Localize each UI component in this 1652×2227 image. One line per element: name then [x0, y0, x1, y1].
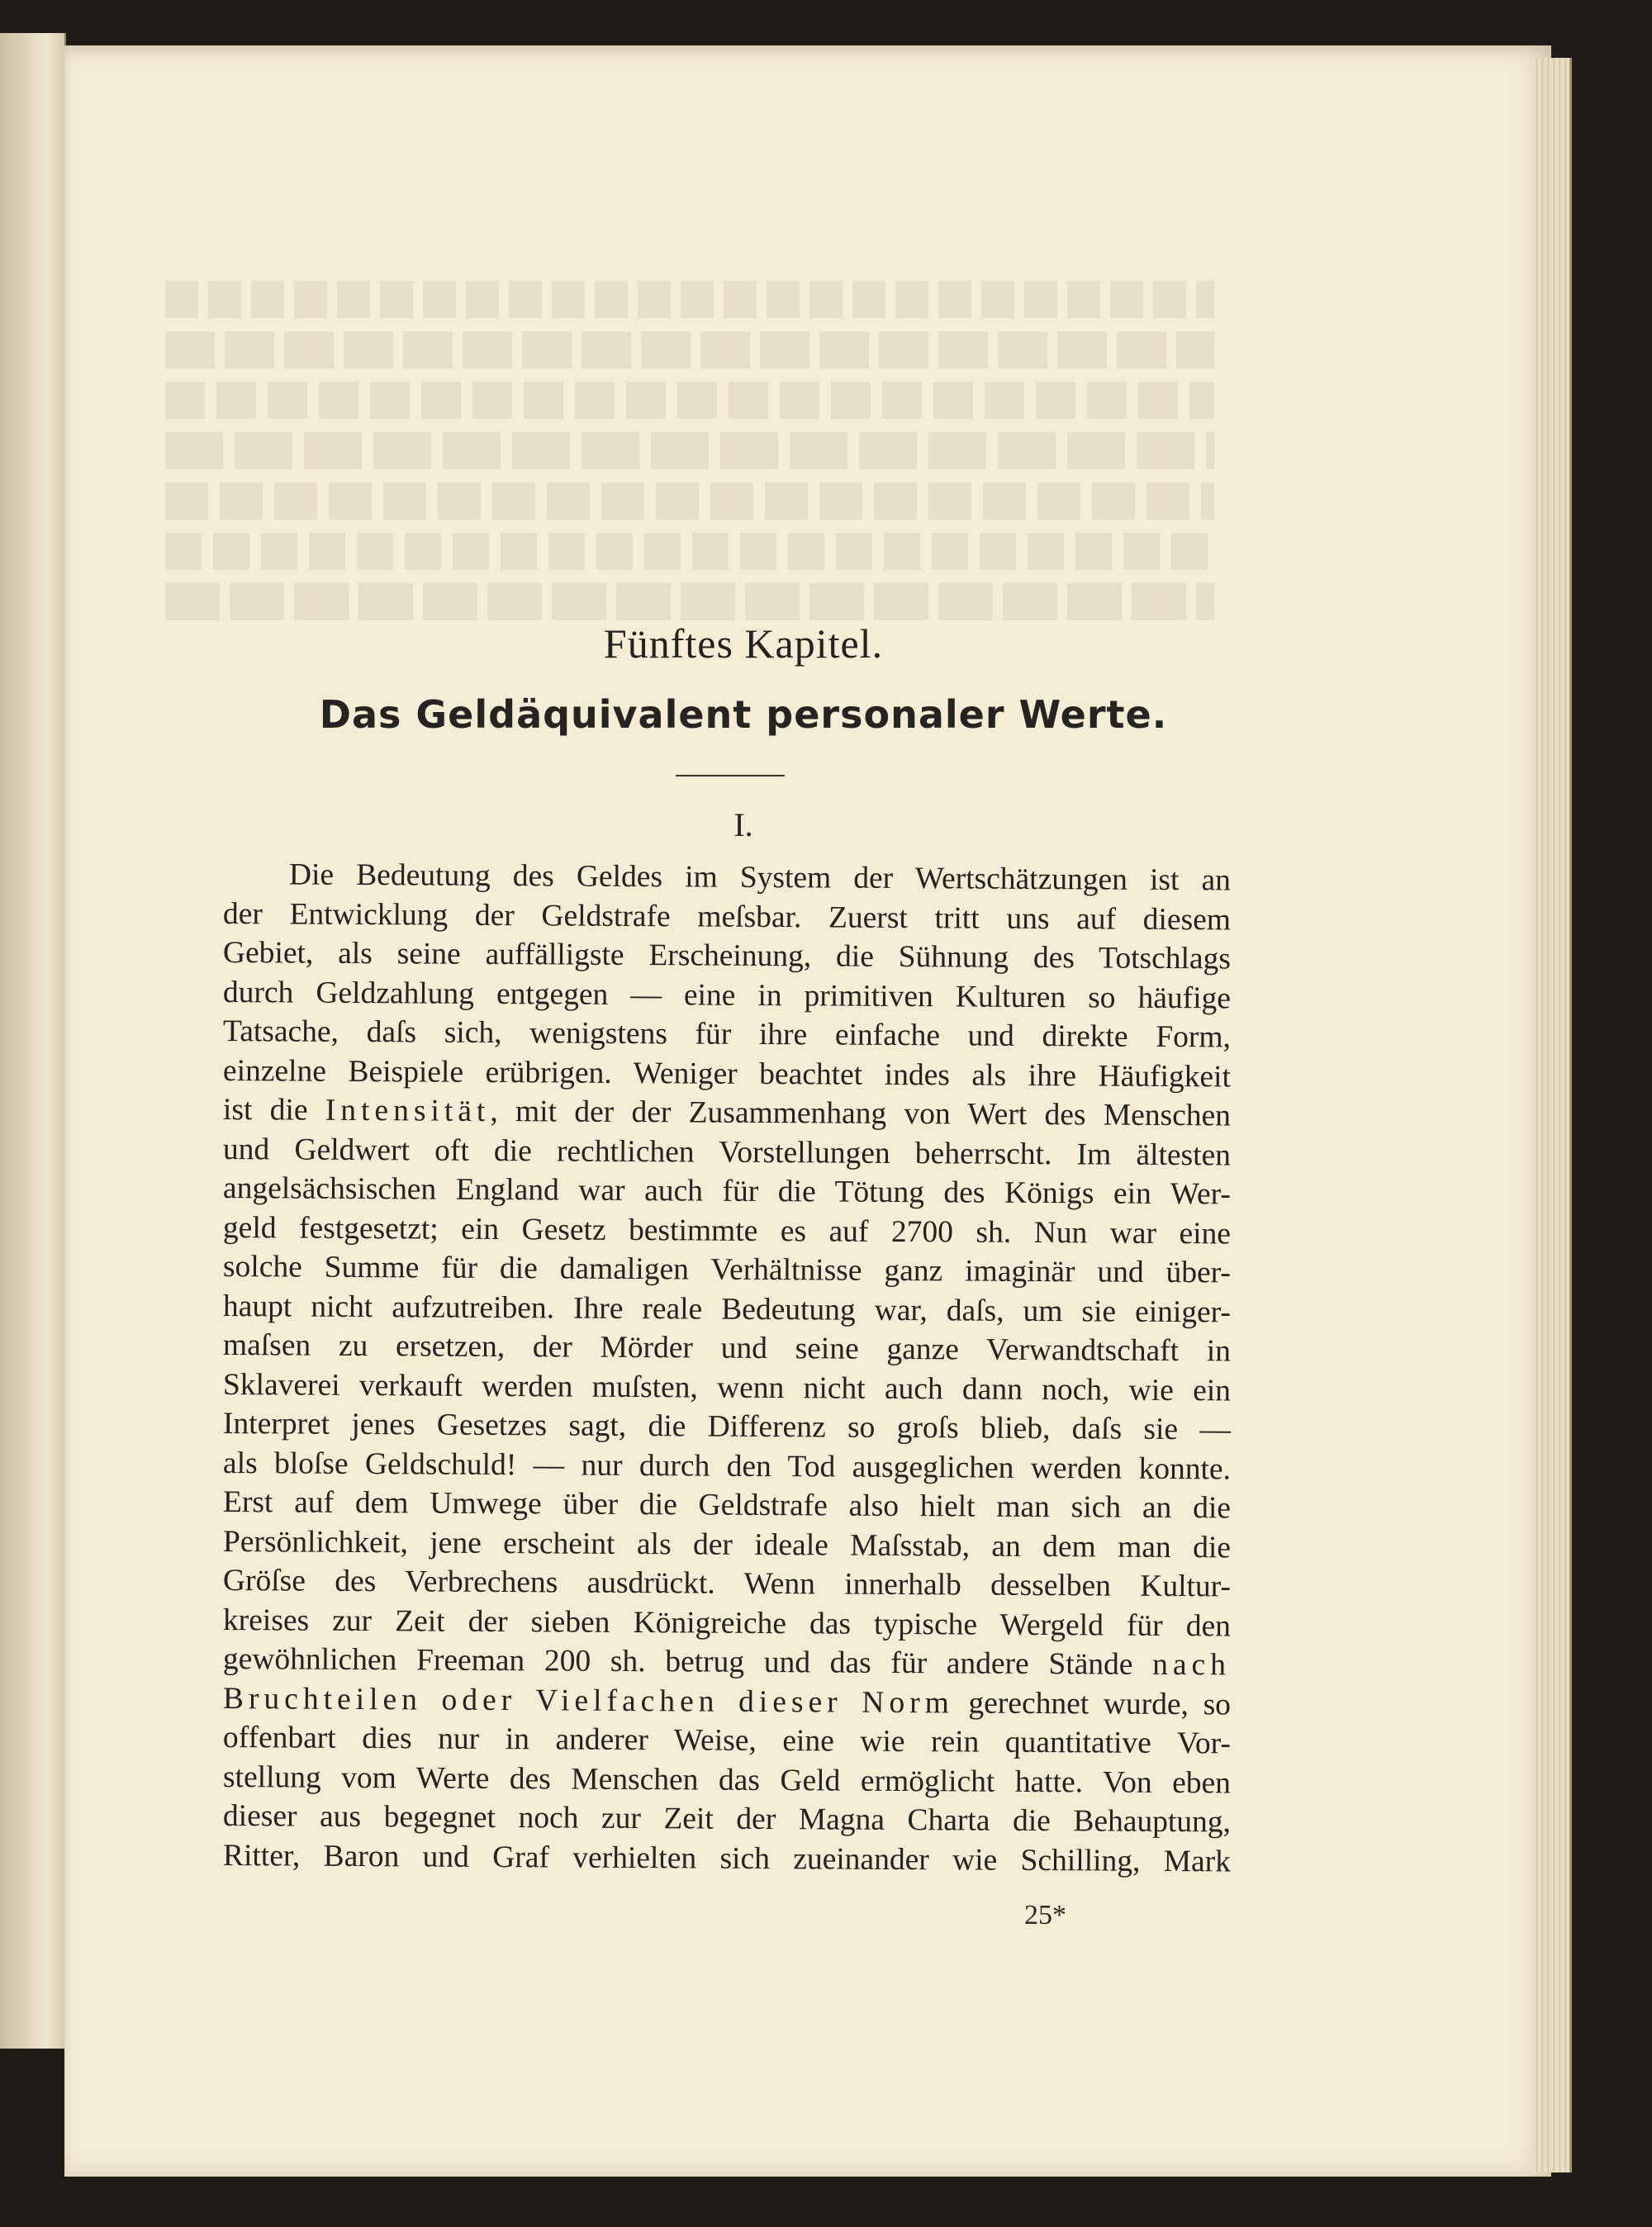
chapter-heading: Fünftes Kapitel.: [603, 620, 884, 667]
page-number: 25*: [1024, 1900, 1066, 1930]
text-span: ist die: [222, 1093, 308, 1128]
text-line: geld festgesetzt; ein Gesetz bestimmte es auf 2700 sh. Nun war eine: [222, 1210, 1232, 1251]
bleed-through-text: [165, 281, 1214, 743]
text-span: gerechnet wurde, so: [968, 1686, 1232, 1721]
text-line: Ritter, Baron und Graf verhielten sich zueinander wie Schilling, Mark: [222, 1838, 1232, 1878]
title-rule: [676, 775, 785, 776]
text-line: als bloſse Geldschuld! — nur durch den Tod ausgeglichen werden konnte.: [222, 1446, 1232, 1486]
text-line: angelsächsischen England war auch für die Tötung des Königs ein Wer-: [222, 1171, 1232, 1212]
text-line: der Entwicklung der Geldstrafe meſsbar. Zuerst tritt uns auf diesem: [222, 896, 1232, 937]
text-line: kreises zur Zeit der sieben Königreiche das typische Wergeld für den: [222, 1603, 1232, 1643]
section-number: I.: [733, 806, 753, 843]
left-page-edge: [0, 33, 66, 2049]
text-line: Gebiet, als seine auffälligste Erscheinung, die Sühnung des Totschlags: [222, 936, 1232, 976]
text-line: Gröſse des Verbrechens ausdrückt. Wenn innerhalb desselben Kultur-: [222, 1564, 1232, 1604]
text-line: Erst auf dem Umwege über die Geldstrafe also hielt man sich an die: [222, 1485, 1232, 1526]
text-span: gewöhnlichen Freeman 200 sh. betrug und das für andere Stände: [222, 1642, 1133, 1682]
text-line: durch Geldzahlung entgegen — eine in primitiven Kulturen so häufige: [222, 975, 1232, 1015]
text-line: solche Summe für die damaligen Verhältnisse ganz imaginär und über-: [222, 1250, 1232, 1290]
text-line: haupt nicht aufzutreiben. Ihre reale Bedeutung war, daſs, um sie einiger-: [222, 1289, 1232, 1329]
text-line: Interpret jenes Gesetzes sagt, die Differenz so groſs blieb, daſs sie —: [222, 1407, 1232, 1447]
page-stack-edge: [1532, 58, 1572, 2172]
text-line: Die Bedeutung des Geldes im System der Wertschätzungen ist an: [288, 857, 1232, 898]
text-line: Persönlichkeit, jene erscheint als der ideale Maſsstab, an dem man die: [222, 1524, 1232, 1565]
text-line: und Geldwert oft die rechtlichen Vorstellungen beherrscht. Im ältesten: [222, 1132, 1232, 1172]
text-line: offenbart dies nur in anderer Weise, eine wie rein quantitative Vor-: [222, 1721, 1232, 1761]
emphasized-word: nach: [1152, 1647, 1232, 1683]
text-line: dieser aus begegnet noch zur Zeit der Magna Charta die Behauptung,: [222, 1799, 1232, 1840]
text-line: einzelne Beispiele erübrigen. Weniger beachtet indes als ihre Häufigkeit: [222, 1053, 1232, 1094]
emphasized-word: Intensität: [325, 1093, 491, 1128]
text-line: [223, 1679, 1231, 1725]
body-paragraph: [222, 855, 1232, 1878]
text-line: [223, 1090, 1231, 1136]
chapter-title: Das Geldäquivalent personaler Werte.: [319, 692, 1168, 737]
text-line: Tatsache, daſs sich, wenigstens für ihre einfache und direkte Form,: [222, 1014, 1232, 1055]
text-span: , mit der der Zusammenhang von Wert des Menschen: [490, 1094, 1232, 1133]
emphasized-phrase: Bruchteilen oder Vielfachen dieser Norm: [222, 1681, 954, 1720]
text-line: [223, 1640, 1231, 1685]
text-line: stellung vom Werte des Menschen das Geld ermöglicht hatte. Von eben: [222, 1759, 1232, 1800]
text-line: maſsen zu ersetzen, der Mörder und seine ganze Verwandtschaft in: [222, 1328, 1232, 1369]
text-line: Sklaverei verkauft werden muſsten, wenn nicht auch dann noch, wie ein: [222, 1367, 1232, 1408]
